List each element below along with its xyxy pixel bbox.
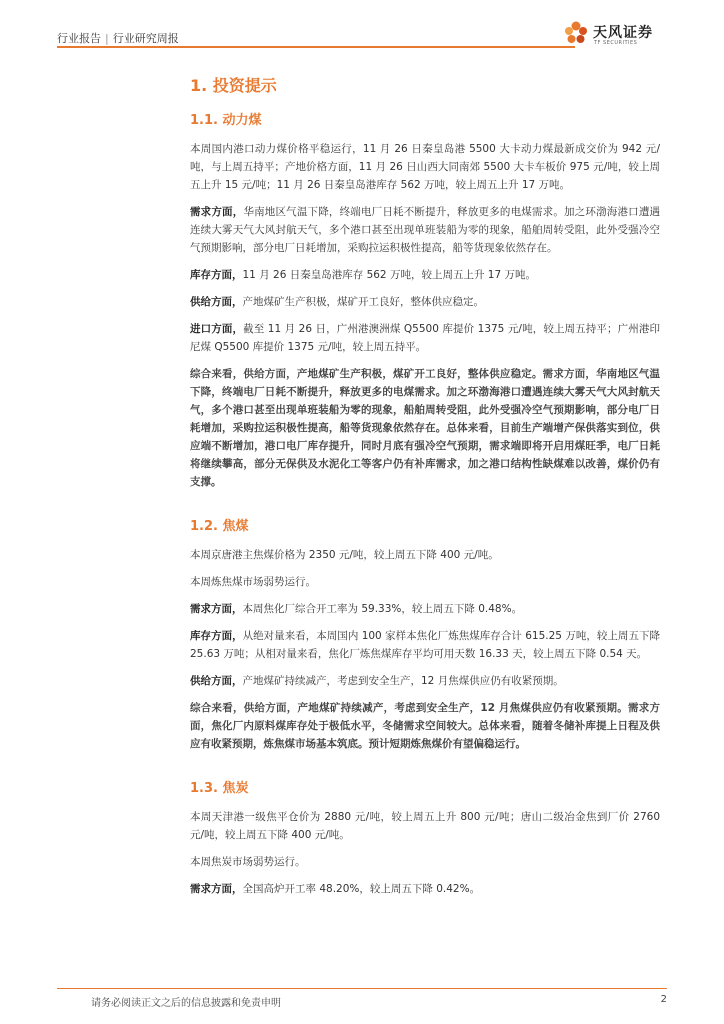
footer-disclaimer: 请务必阅读正文之后的信息披露和免责申明: [91, 998, 281, 1009]
text-demand: 本周焦化厂综合开工率为 59.33%，较上周五下降 0.48%。: [242, 603, 523, 615]
text-supply: 产地煤矿生产积极，煤矿开工良好，整体供应稳定。: [242, 296, 484, 308]
paragraph-coke-demand: [190, 880, 660, 898]
subsection-title-coke: 1.3. 焦炭: [190, 781, 249, 796]
paragraph-coking-supply: [190, 672, 660, 690]
paragraph-thermal-inventory: [190, 266, 660, 284]
header-rule: [57, 46, 575, 48]
paragraph-thermal-price: 本周国内港口动力煤价格平稳运行，11 月 26 日秦皇岛港 5500 大卡动力煤最新成交价为 942 元/吨，与上周五持平；产地价格方面，11 月 26 日山西大同南郊 5500 大卡车板价 975 元/吨，较上周五上升 15 元/吨；11 月 26 日秦皇岛港库存 562 万吨，较上周五上升 17 万吨。: [190, 143, 660, 191]
lead-inventory: 库存方面，: [190, 269, 243, 281]
paragraph-coking-price: 本周京唐港主焦煤价格为 2350 元/吨，较上周五下降 400 元/吨。: [190, 549, 499, 561]
header-subcategory: 行业研究周报: [112, 32, 179, 45]
subsection-title-coking-coal: 1.2. 焦煤: [190, 519, 249, 534]
paragraph-coking-inventory: [190, 627, 660, 663]
lead-demand: 需求方面，: [190, 883, 243, 895]
text-inventory: 从绝对量来看，本周国内 100 家样本焦化厂炼焦煤库存合计 615.25 万吨，较上周五下降 25.63 万吨；从相对量来看，焦化厂炼焦煤库存平均可用天数 16.33 天，较上周五下降 0.54 天。: [190, 630, 660, 660]
company-logo: [563, 18, 667, 50]
text-import: 截至 11 月 26 日，广州港澳洲煤 Q5500 库提价 1375 元/吨，较上周五持平；广州港印尼煤 Q5500 库提价 1375 元/吨，较上周五持平。: [190, 323, 661, 353]
paragraph-coking-demand: [190, 600, 660, 618]
paragraph-coke-market: 本周焦炭市场弱势运行。: [190, 856, 306, 868]
paragraph-thermal-summary: 综合来看，供给方面，产地煤矿生产积极，煤矿开工良好，整体供应稳定。需求方面，华南地区气温下降，终端电厂日耗不断提升，释放更多的电煤需求。加之环渤海港口遭遇连续大雾天气大风封航天气，多个港口甚至出现单班装船为零的现象，船舶周转受阻，此外受强冷空气预期影响，部分电厂日耗增加，采购拉运积极性提高，船等货现象依然存在。总体来看，目前生产端增产保供落实到位，供应端不断增加，港口电厂库存提升，同时月底有强冷空气预期，需求端即将开启用煤旺季，电厂日耗将继续攀高，部分无保供及水泥化工等客户仍有补库需求，加之港口结构性缺煤难以改善，煤价仍有支撑。: [190, 368, 660, 488]
section-spacer: [190, 500, 660, 518]
lead-demand: 需求方面，: [190, 206, 244, 218]
text-demand: 华南地区气温下降，终端电厂日耗不断提升，释放更多的电煤需求。加之环渤海港口遭遇连续大雾天气大风封航天气，多个港口甚至出现单班装船为零的现象，船舶周转受阻，此外受强冷空气预期影响，部分电厂日耗增加，采购拉运积极性提高，船等货现象依然存在。: [190, 206, 661, 254]
header-separator: |: [105, 32, 109, 45]
lead-inventory: 库存方面，: [190, 630, 243, 642]
footer-rule: [57, 988, 667, 989]
section-spacer: [190, 762, 660, 780]
header-category: 行业报告: [57, 32, 101, 45]
logo-name: 天风证券: [593, 25, 653, 41]
page-footer: [57, 988, 667, 1012]
flower-logo-icon: [563, 20, 589, 46]
lead-supply: 供给方面，: [190, 675, 243, 687]
text-inventory: 11 月 26 日秦皇岛港库存 562 万吨，较上周五上升 17 万吨。: [242, 269, 536, 281]
logo-subtitle: TF SECURITIES: [594, 40, 638, 46]
text-supply: 产地煤矿持续减产，考虑到安全生产，12 月焦煤供应仍有收紧预期。: [242, 675, 564, 687]
subsection-title-thermal-coal: 1.1. 动力煤: [190, 113, 262, 128]
section-title: 1. 投资提示: [190, 76, 277, 95]
paragraph-coke-price: 本周天津港一级焦平仓价为 2880 元/吨，较上周五上升 800 元/吨；唐山二级冶金焦到厂价 2760 元/吨，较上周五下降 400 元/吨。: [190, 811, 660, 841]
header-breadcrumb: [57, 30, 179, 46]
paragraph-coking-market: 本周炼焦煤市场弱势运行。: [190, 576, 316, 588]
paragraph-coking-summary: 综合来看，供给方面，产地煤矿持续减产，考虑到安全生产，12 月焦煤供应仍有收紧预期。需求方面，焦化厂内原料煤库存处于极低水平，冬储需求空间较大。总体来看，随着冬储补库提上日程及供应有收紧预期，炼焦煤市场基本筑底。预计短期炼焦煤价有望偏稳运行。: [190, 702, 660, 750]
lead-demand: 需求方面，: [190, 603, 243, 615]
paragraph-thermal-import: [190, 320, 660, 356]
lead-supply: 供给方面，: [190, 296, 243, 308]
text-demand: 全国高炉开工率 48.20%，较上周五下降 0.42%。: [242, 883, 481, 895]
paragraph-thermal-supply: [190, 293, 660, 311]
page-number: 2: [660, 994, 667, 1005]
page-header: [57, 24, 667, 50]
paragraph-thermal-demand: [190, 203, 660, 257]
lead-import: 进口方面，: [190, 323, 244, 335]
main-content: [190, 76, 660, 907]
